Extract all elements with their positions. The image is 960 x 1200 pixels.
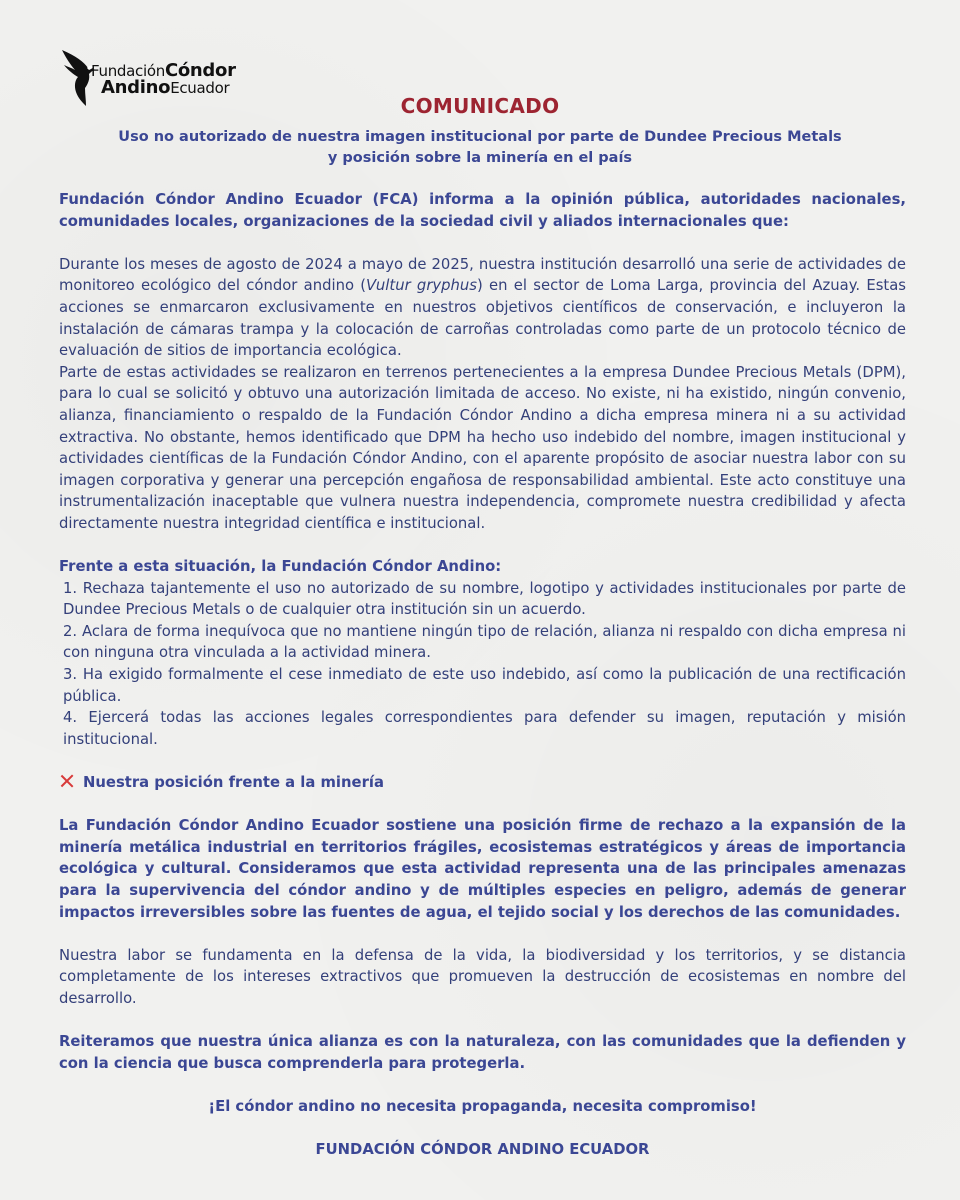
- signature: FUNDACIÓN CÓNDOR ANDINO ECUADOR: [315, 1141, 650, 1159]
- slogan: ¡El cóndor andino no necesita propaganda, necesita compromiso!: [208, 1097, 757, 1115]
- position-item: 2. Aclara de forma inequívoca que no mantiene ningún tipo de relación, alianza ni respaldo con dicha empresa ni con ninguna otra vinculada a la actividad minera.: [63, 622, 906, 662]
- logo-text-line2: AndinoEcuador: [101, 77, 230, 98]
- position-item: 4. Ejercerá todas las acciones legales correspondientes para defender su imagen, reputación y misión institucional.: [63, 709, 906, 748]
- page-title: COMUNICADO: [400, 94, 560, 118]
- alliance-paragraph: Reiteramos que nuestra única alianza es con la naturaleza, con las comunidades que la defienden y con la ciencia que busca comprenderla para protegerla.: [59, 1033, 906, 1072]
- position-item: 3. Ha exigido formalmente el cese inmediato de este uso indebido, así como la publicación de una rectificación pública.: [63, 666, 906, 705]
- mission-paragraph: Nuestra labor se fundamenta en la defensa de la vida, la biodiversidad y los territorios, y se distancia completamente de los intereses extractivos que promueven la destrucción de ecosistemas en nombre del desarrollo.: [59, 946, 906, 1007]
- position-heading: Frente a esta situación, la Fundación Cóndor Andino:: [59, 558, 502, 576]
- cross-mark-icon: [59, 774, 75, 788]
- statement-body: [59, 189, 906, 1161]
- mining-position-paragraph: La Fundación Cóndor Andino Ecuador sostiene una posición firme de rechazo a la expansión de la minería metálica industrial en territorios frágiles, ecosistemas estratégicos y áreas de importancia ecológica y cultural. Consideramos que esta actividad representa una de las principales amenazas para la supervivencia del cóndor andino y de múltiples especies en peligro, además de generar impactos irreversibles sobre las fuentes de agua, el tejido social y los derechos de las comunidades.: [59, 817, 906, 921]
- logo-text-line1: FundaciónCóndor: [91, 60, 236, 81]
- mining-section-heading: Nuestra posición frente a la minería: [59, 772, 906, 794]
- dpm-paragraph: Parte de estas actividades se realizaron en terrenos pertenecientes a la empresa Dundee Precious Metals (DPM), para lo cual se solicitó y obtuvo una autorización limitada de acceso. No existe, ni ha existido, ningún convenio, alianza, financiamiento o respaldo de la Fundación Cóndor Andino a dicha empresa minera ni a su actividad extractiva. No obstante, hemos identificado que DPM ha hecho uso indebido del nombre, imagen institucional y actividades científicas de la Fundación Cóndor Andino, con el aparente propósito de asociar nuestra labor con su imagen corporativa y generar una percepción engañosa de responsabilidad ambiental. Este acto constituye una instrumentalización inaceptable que vulnera nuestra independencia, compromete nuestra credibilidad y afecta directamente nuestra integridad científica e institucional.: [59, 363, 906, 532]
- page-subtitle: [100, 127, 860, 169]
- activities-paragraph: Durante los meses de agosto de 2024 a mayo de 2025, nuestra institución desarrolló una serie de actividades de monitoreo ecológico del cóndor andino (Vultur gryphus) en el sector de Loma Larga, provincia del Azuay. Estas acciones se enmarcaron exclusivamente en nuestros objetivos científicos de conservación, e incluyeron la instalación de cámaras trampa y la colocación de carroñas controladas como parte de un protocolo técnico de evaluación de sitios de importancia ecológica.: [59, 255, 906, 360]
- subtitle-line2: y posición sobre la minería en el país: [327, 150, 633, 166]
- subtitle-line1: Uso no autorizado de nuestra imagen institucional por parte de Dundee Precious Metals: [118, 129, 842, 145]
- position-item: 1. Rechaza tajantemente el uso no autorizado de su nombre, logotipo y actividades institucionales por parte de Dundee Precious Metals o de cualquier otra institución sin un acuerdo.: [63, 579, 906, 619]
- intro-paragraph: Fundación Cóndor Andino Ecuador (FCA) informa a la opinión pública, autoridades nacionales, comunidades locales, organizaciones de la sociedad civil y aliados internacionales que:: [59, 191, 906, 230]
